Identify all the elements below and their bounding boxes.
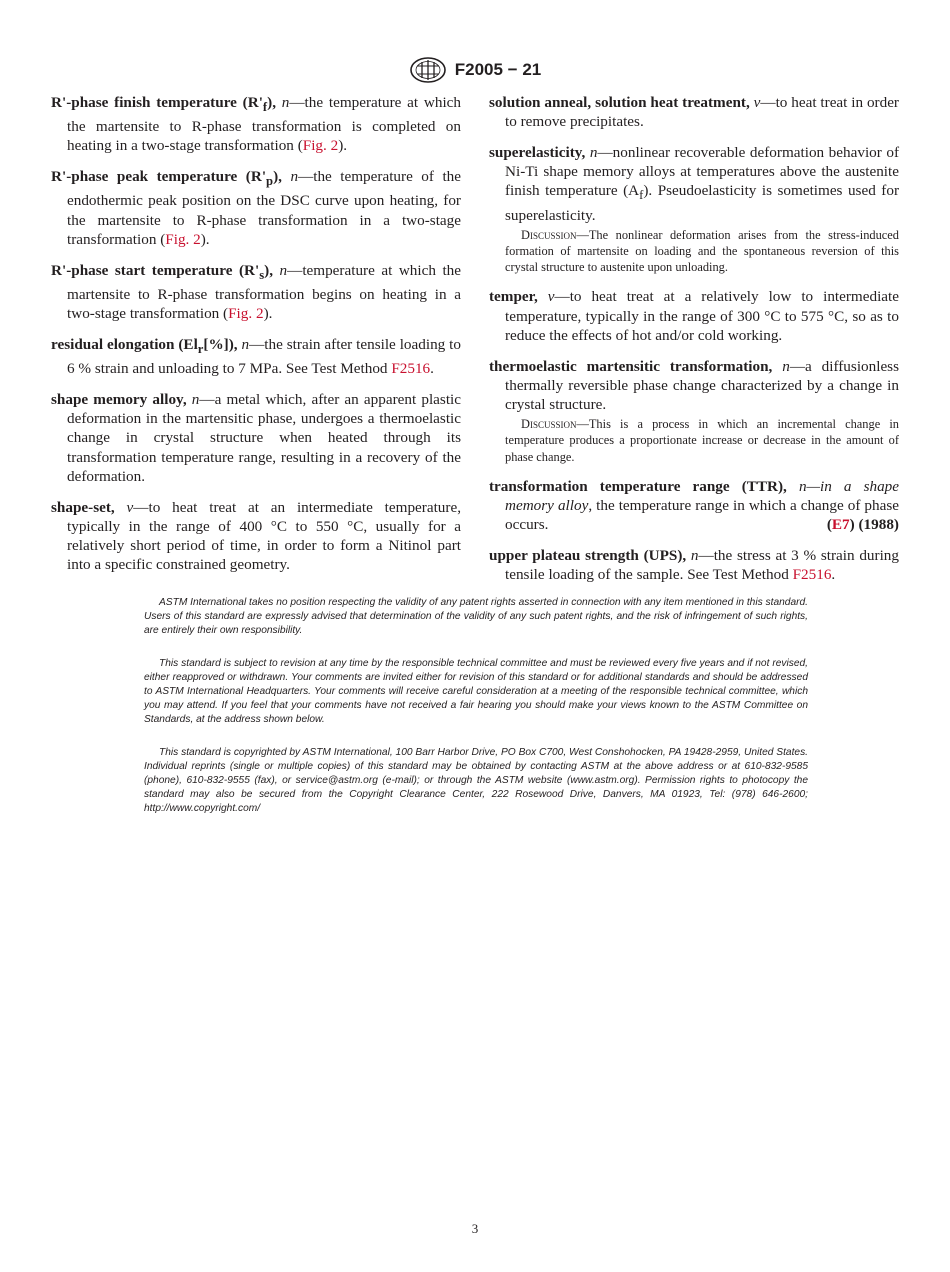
document-id: F2005 − 21 (454, 60, 542, 79)
definition-entry: upper plateau strength (UPS), n—the stress at 3 % strain during tensile loading of the sample. See Test Method F2516. (489, 547, 899, 584)
legal-notices (144, 596, 808, 835)
term: R'-phase finish temperature $(R'_f)$, (51, 94, 276, 115)
figure-link[interactable]: Fig. 2 (302, 137, 339, 155)
definition-entry: R'-phase finish temperature $(R'_f)$, n—the temperature at which the martensite to R-phase transformation is completed on heating in a two-stage transformation (Fig. 2). (51, 94, 461, 155)
term: R'-phase peak temperature $(R'_p)$, (51, 168, 282, 189)
figure-link[interactable]: Fig. 2 (228, 304, 264, 322)
page-number: 3 (471, 1221, 479, 1236)
discussion-note: Discussion—This is a process in which an incremental change in temperature produces a proportionate increase or decrease in the amount of phase change. (505, 417, 899, 464)
patent-notice: ASTM International takes no position respecting the validity of any patent rights asserted in connection with any item mentioned in this standard. Users of this standard are expressly advised that determination of the validity of any such patent rights, and the risk of infringement of such rights, are entirely their own responsibility. (144, 597, 808, 636)
reference-citation: (E7) (1988) (826, 516, 899, 534)
term: transformation temperature range (TTR), (489, 477, 787, 495)
term: solution anneal, solution heat treatment, (489, 94, 750, 111)
standard-link[interactable]: E7 (831, 516, 850, 534)
copyright-notice: This standard is copyrighted by ASTM International, 100 Barr Harbor Drive, PO Box C700, West Conshohocken, PA 19428-2959, United States. Individual reprints (single or multiple copies) of this standard may be obtained by contacting ASTM at the above address or at 610-832-9585 (phone), 610-832-9555 (fax), or service@astm.org (e-mail); or through the ASTM website (www.astm.org). Permission rights to photocopy the standard may also be secured from the Copyright Clearance Center, 222 Rosewood Drive, Danvers, MA 01923, Tel: (978) 646-2600; http://www.copyright.com/ (144, 747, 808, 814)
definition-entry: shape-set, v—to heat treat at an intermediate temperature, typically in the range of 400 °C to 550 °C, usually for a relatively short period of time, in order to form a Nitinol part into a specific constrained geometry. (51, 498, 461, 573)
term: superelasticity, (489, 144, 586, 162)
term: shape-set, (51, 498, 115, 516)
definition-entry: solution anneal, solution heat treatment, v—to heat treat in order to remove precipitates. (489, 94, 899, 131)
left-column (51, 93, 461, 586)
definition-entry: residual elongation $(El_r[\%])$, n—the strain after tensile loading to 6 % strain and unloading to 7 MPa. See Test Method F2516. (51, 336, 461, 378)
term: temper, (489, 288, 538, 306)
definition-entry: temper, v—to heat treat at a relatively low to intermediate temperature, typically in the range of 300 °C to 575 °C, so as to reduce the effects of hot and/or cold working. (489, 288, 899, 344)
page-header (0, 56, 950, 84)
right-column (489, 93, 899, 596)
definition-entry: R'-phase start temperature $(R'_s)$, n—temperature at which the martensite to R-phase transformation begins on heating in a two-stage transformation (Fig. 2). (51, 261, 462, 322)
definition-entry: R'-phase peak temperature $(R'_p)$, n—the temperature of the endothermic peak position on the DSC curve upon heating, for the martensite to R-phase transformation in a two-stage transformation (Fig. 2). (51, 168, 462, 248)
definition-entry: transformation temperature range (TTR), n—in a shape memory alloy, the temperature range in which a change of phase occurs. (E7) (1988) (489, 477, 900, 534)
figure-link[interactable]: Fig. 2 (165, 230, 201, 248)
term: shape memory alloy, (51, 391, 187, 409)
term: residual elongation $(El_r[\%])$, (51, 336, 238, 357)
definition-entry: superelasticity, n—nonlinear recoverable deformation behavior of Ni-Ti shape memory alloys at temperatures above the austenite finish temperature $(A_f)$. Pseudoelasticity is sometimes used for superelasticity. (489, 144, 900, 224)
term: upper plateau strength (UPS), (489, 547, 687, 565)
term: thermoelastic martensitic transformation, (489, 357, 773, 375)
standard-link[interactable]: F2516 (792, 566, 832, 584)
term: R'-phase start temperature $(R'_s)$, (51, 261, 274, 282)
definition-entry: shape memory alloy, n—a metal which, after an apparent plastic deformation in the martensitic phase, undergoes a thermoelastic change in crystal structure when heated through its transformation temperature range, resulting in a recovery of the deformation. (51, 391, 462, 485)
discussion-note: Discussion—The nonlinear deformation arises from the stress-induced formation of martensite on loading and the spontaneous reversion of this crystal structure to austenite upon unloading. (505, 227, 899, 275)
astm-logo-icon (409, 56, 447, 84)
standard-link[interactable]: F2516 (391, 360, 431, 378)
definition-entry: thermoelastic martensitic transformation, n—a diffusionless thermally reversible phase change characterized by a change in crystal structure. (489, 357, 900, 413)
revision-notice: This standard is subject to revision at any time by the responsible technical committee and must be reviewed every five years and if not revised, either reapproved or withdrawn. Your comments are invited either for revision of this standard or for additional standards and should be addressed to ASTM International Headquarters. Your comments will receive careful consideration at a meeting of the responsible technical committee, which you may attend. If you feel that your comments have not received a fair hearing you should make your views known to the ASTM Committee on Standards, at the address shown below. (144, 658, 808, 725)
